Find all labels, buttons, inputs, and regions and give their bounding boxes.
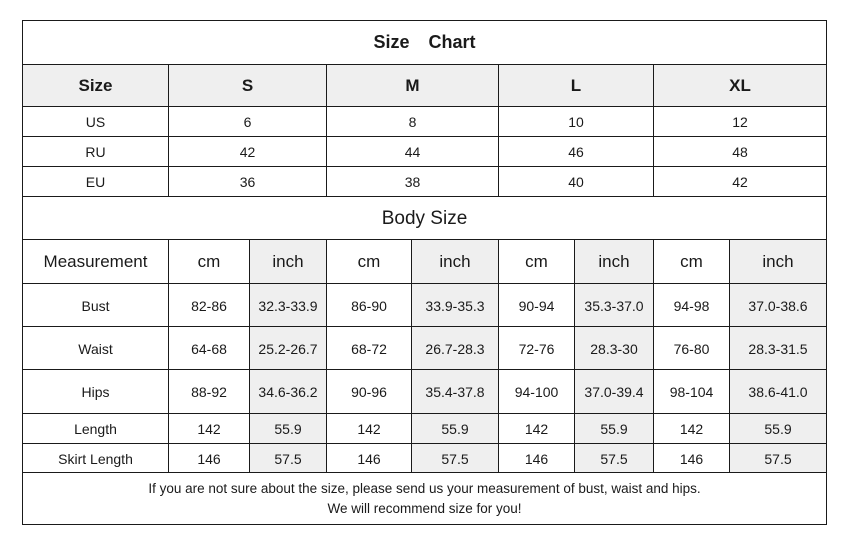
size-row-label: RU: [85, 144, 106, 160]
cm-cell: 98-104: [653, 370, 729, 414]
inch-cell: 32.3-33.9: [249, 284, 326, 327]
cm-cell: 86-90: [326, 284, 411, 327]
size-cell: 36: [168, 167, 326, 197]
unit-header: inch: [729, 240, 826, 284]
cm-cell: 142: [168, 414, 249, 444]
cm-cell: 68-72: [326, 327, 411, 370]
inch-cell: 37.0-38.6: [729, 284, 826, 327]
measurement-label: Bust: [81, 297, 110, 314]
inch-cell: 28.3-30: [574, 327, 653, 370]
unit-header: cm: [326, 240, 411, 284]
cm-cell: 142: [326, 414, 411, 444]
size-header-cell: Size: [78, 76, 113, 95]
size-header-cell: S: [168, 65, 326, 107]
body-size-title-row: [23, 196, 826, 240]
inch-cell: 57.5: [249, 444, 326, 473]
size-header-cell: L: [498, 65, 653, 107]
size-cell: 12: [653, 107, 826, 137]
cm-cell: 76-80: [653, 327, 729, 370]
unit-header: cm: [653, 240, 729, 284]
size-cell: 6: [168, 107, 326, 137]
inch-cell: 57.5: [411, 444, 498, 473]
cm-cell: 142: [653, 414, 729, 444]
cm-cell: 88-92: [168, 370, 249, 414]
size-row-ru: [23, 136, 826, 167]
size-cell: 38: [326, 167, 498, 197]
cm-cell: 146: [326, 444, 411, 473]
inch-cell: 55.9: [411, 414, 498, 444]
inch-cell: 26.7-28.3: [411, 327, 498, 370]
cm-cell: 90-94: [498, 284, 574, 327]
unit-header: inch: [574, 240, 653, 284]
footer-line-2: We will recommend size for you!: [327, 500, 522, 516]
measurement-label: Hips: [81, 384, 110, 400]
cm-cell: 82-86: [168, 284, 249, 327]
unit-header: cm: [498, 240, 574, 284]
size-cell: 48: [653, 137, 826, 167]
measurement-label: Skirt Length: [58, 450, 133, 467]
inch-cell: 57.5: [574, 444, 653, 473]
inch-cell: 33.9-35.3: [411, 284, 498, 327]
inch-cell: 35.3-37.0: [574, 284, 653, 327]
size-cell: 42: [168, 137, 326, 167]
cm-cell: 146: [168, 444, 249, 473]
inch-cell: 34.6-36.2: [249, 370, 326, 414]
size-cell: 10: [498, 107, 653, 137]
chart-title: Size Chart: [373, 32, 476, 52]
body-header-row: [23, 239, 826, 284]
cm-cell: 94-100: [498, 370, 574, 414]
size-header-cell: XL: [653, 65, 826, 107]
body-row-length: [23, 413, 826, 444]
measurement-label: Waist: [78, 340, 113, 357]
size-header-cell: M: [326, 65, 498, 107]
cm-cell: 64-68: [168, 327, 249, 370]
inch-cell: 55.9: [574, 414, 653, 444]
inch-cell: 55.9: [729, 414, 826, 444]
size-row-label: US: [85, 114, 106, 130]
unit-header: inch: [411, 240, 498, 284]
body-size-title: Body Size: [381, 207, 468, 229]
size-cell: 44: [326, 137, 498, 167]
size-cell: 46: [498, 137, 653, 167]
footer-line-1: If you are not sure about the size, please send us your measurement of bust, waist and hips.: [148, 480, 701, 496]
size-header-row: [23, 64, 826, 107]
unit-header: inch: [249, 240, 326, 284]
measurement-header: Measurement: [43, 252, 148, 271]
cm-cell: 142: [498, 414, 574, 444]
size-cell: 8: [326, 107, 498, 137]
size-row-us: [23, 106, 826, 137]
inch-cell: 55.9: [249, 414, 326, 444]
size-chart: [22, 20, 827, 525]
body-row-skirt-length: [23, 443, 826, 473]
size-row-label: EU: [85, 174, 106, 190]
body-row-waist: [23, 326, 826, 370]
inch-cell: 38.6-41.0: [729, 370, 826, 414]
inch-cell: 37.0-39.4: [574, 370, 653, 414]
inch-cell: 25.2-26.7: [249, 327, 326, 370]
body-row-hips: [23, 369, 826, 414]
footer-note: [23, 473, 826, 524]
size-row-eu: [23, 166, 826, 197]
size-cell: 40: [498, 167, 653, 197]
cm-cell: 90-96: [326, 370, 411, 414]
cm-cell: 72-76: [498, 327, 574, 370]
cm-cell: 94-98: [653, 284, 729, 327]
inch-cell: 35.4-37.8: [411, 370, 498, 414]
inch-cell: 28.3-31.5: [729, 327, 826, 370]
footer-row: [23, 472, 826, 524]
body-row-bust: [23, 283, 826, 327]
cm-cell: 146: [653, 444, 729, 473]
measurement-label: Length: [74, 421, 117, 437]
unit-header: cm: [168, 240, 249, 284]
cm-cell: 146: [498, 444, 574, 473]
inch-cell: 57.5: [729, 444, 826, 473]
title-row: [23, 21, 826, 64]
size-cell: 42: [653, 167, 826, 197]
